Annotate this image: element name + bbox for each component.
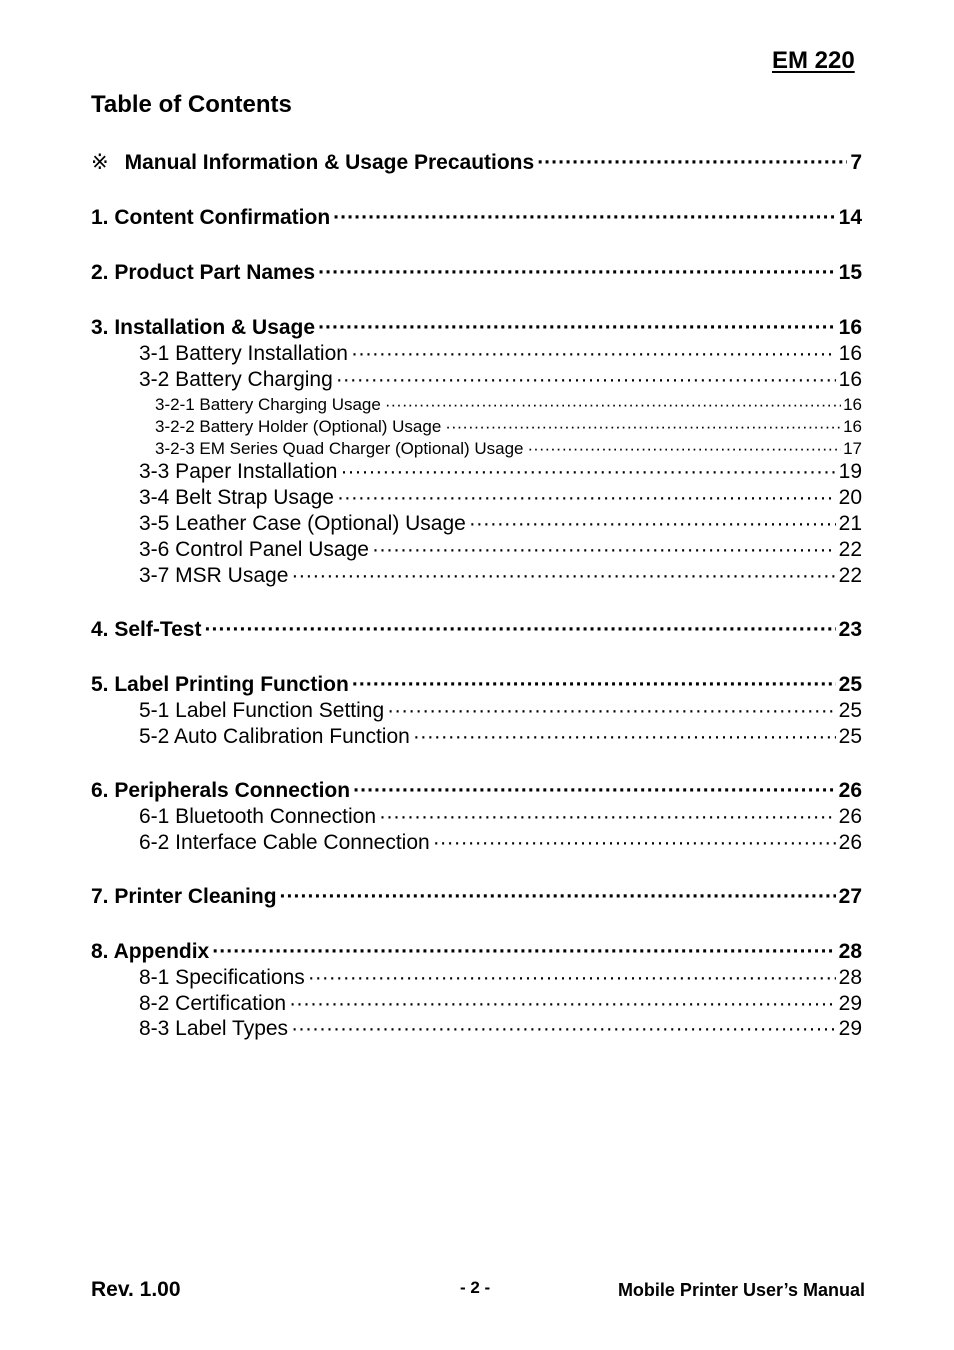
toc-entry-page: 29 (838, 992, 862, 1015)
dot-leader (204, 618, 835, 642)
toc-entry-page: 16 (838, 342, 862, 365)
toc-entry (91, 940, 862, 964)
toc-entry-page: 27 (838, 885, 862, 908)
toc-entry (139, 368, 862, 392)
toc-entry-text: 3-2-1 Battery Charging Usage (155, 395, 381, 414)
toc-entry-text: Manual Information & Usage Precautions (124, 151, 535, 174)
toc-entry-label (139, 486, 334, 510)
toc-entry-page: 16 (843, 417, 862, 436)
toc-entry (139, 512, 862, 536)
toc-entry-label (91, 885, 277, 909)
dot-leader (469, 512, 836, 536)
dot-leader (340, 460, 835, 484)
reference-mark-icon: ※ (91, 151, 109, 174)
toc-entry-text: 6-1 Bluetooth Connection (139, 805, 376, 828)
dot-leader (528, 439, 842, 459)
toc-entry (91, 150, 862, 175)
toc-entry-label (139, 699, 384, 723)
dot-leader (353, 779, 836, 803)
toc-entry (139, 966, 862, 990)
dot-leader (351, 342, 836, 366)
toc-entry-text: 5-2 Auto Calibration Function (139, 725, 410, 748)
page-title: Table of Contents (91, 91, 292, 118)
toc-entry-label (91, 673, 349, 697)
toc-entry-page: 28 (838, 940, 862, 963)
toc-entry-page: 25 (838, 673, 862, 696)
toc-entry-text: 8. Appendix (91, 940, 210, 963)
toc-entry-page: 17 (843, 439, 862, 458)
toc-entry-page: 23 (838, 618, 862, 641)
toc-entry-label (91, 206, 330, 230)
toc-entry-page: 20 (838, 486, 862, 509)
toc-entry-text: 3-2-3 EM Series Quad Charger (Optional) Usage (155, 439, 524, 458)
toc-entry-label (139, 966, 305, 990)
dot-leader (280, 885, 836, 909)
toc-entry (155, 439, 862, 459)
dot-leader (445, 417, 841, 437)
toc-entry-text: 6. Peripherals Connection (91, 779, 351, 802)
toc-entry-text: 8-1 Specifications (139, 966, 305, 989)
toc-entry-label (155, 395, 381, 415)
toc-entry (139, 831, 862, 855)
dot-leader (336, 368, 836, 392)
toc-entry-page: 21 (838, 512, 862, 535)
toc-entry-label (155, 439, 524, 459)
toc-entry-page: 15 (838, 261, 862, 284)
toc-entry (91, 779, 862, 803)
toc-entry-text: 5. Label Printing Function (91, 673, 349, 696)
dot-leader (289, 992, 836, 1016)
dot-leader (433, 831, 836, 855)
toc-entry-page: 25 (838, 725, 862, 748)
dot-leader (413, 725, 836, 749)
toc-entry-text: 3-1 Battery Installation (139, 342, 348, 365)
dot-leader (379, 805, 836, 829)
toc-entry (139, 342, 862, 366)
toc-entry-text: 3. Installation & Usage (91, 316, 316, 339)
toc-entry-label (139, 831, 430, 855)
toc-entry-page: 26 (838, 779, 862, 802)
toc-entry-page: 19 (838, 460, 862, 483)
manual-title: Mobile Printer User’s Manual (617, 1280, 865, 1300)
toc-entry-page: 16 (838, 368, 862, 391)
dot-leader (318, 261, 836, 285)
toc-entry (139, 538, 862, 562)
toc-entry-page: 29 (838, 1017, 862, 1040)
dot-leader (308, 966, 836, 990)
toc-entry-page: 28 (838, 966, 862, 989)
toc-entry (139, 486, 862, 510)
toc-entry-label (91, 150, 534, 175)
toc-entry-label (139, 512, 466, 536)
dot-leader (291, 564, 835, 588)
toc-entry-text: 4. Self-Test (91, 618, 202, 641)
toc-entry-text: 3-6 Control Panel Usage (139, 538, 369, 561)
toc-entry-label (91, 316, 315, 340)
page-number: - 2 - (460, 1278, 491, 1297)
dot-leader (372, 538, 836, 562)
toc-entry-text: 3-5 Leather Case (Optional) Usage (139, 512, 466, 535)
dot-leader (337, 486, 836, 510)
toc-entry-page: 7 (850, 151, 862, 174)
toc-entry-text: 6-2 Interface Cable Connection (139, 831, 430, 854)
toc-entry (91, 316, 862, 340)
toc-entry (155, 395, 862, 415)
dot-leader (385, 395, 841, 415)
model-name: EM 220 (772, 47, 855, 74)
toc-entry-page: 16 (843, 395, 862, 414)
toc-entry-text: 3-3 Paper Installation (139, 460, 338, 483)
toc-entry-label (139, 805, 376, 829)
toc-entry-text: 8-2 Certification (139, 992, 287, 1015)
dot-leader (387, 699, 835, 723)
toc-entry-text: 1. Content Confirmation (91, 206, 331, 229)
toc-entry-page: 16 (838, 316, 862, 339)
toc-entry-text: 3-2 Battery Charging (139, 368, 333, 391)
toc-entry (91, 673, 862, 697)
dot-leader (212, 940, 835, 964)
toc-entry-label (139, 1017, 288, 1041)
toc-entry (91, 206, 862, 230)
toc-entry-label (91, 940, 209, 964)
toc-entry-text: 5-1 Label Function Setting (139, 699, 385, 722)
toc-entry-text: 8-3 Label Types (139, 1017, 289, 1040)
revision-label: Rev. 1.00 (91, 1278, 181, 1301)
dot-leader (318, 316, 836, 340)
toc-entry-label (91, 779, 350, 803)
dot-leader (352, 673, 836, 697)
toc-entry (139, 564, 862, 588)
toc-entry-page: 26 (838, 805, 862, 828)
dot-leader (291, 1017, 836, 1041)
toc-entry (139, 699, 862, 723)
toc-entry-label (91, 261, 315, 285)
toc-entry (91, 618, 862, 642)
toc-entry (155, 417, 862, 437)
toc-entry-text: 7. Printer Cleaning (91, 885, 277, 908)
toc-entry-page: 26 (838, 831, 862, 854)
toc-entry-label (139, 342, 348, 366)
toc-entry-label (139, 368, 333, 392)
toc-entry-page: 22 (838, 564, 862, 587)
toc-entry-label (155, 417, 441, 437)
toc-entry-label (139, 538, 369, 562)
toc-entry (91, 885, 862, 909)
toc-entry (139, 460, 862, 484)
toc-entry-label (139, 725, 410, 749)
toc-entry-text: 3-4 Belt Strap Usage (139, 486, 334, 509)
dot-leader (333, 206, 835, 230)
toc-entry-text: 2. Product Part Names (91, 261, 316, 284)
toc-entry (139, 992, 862, 1016)
dot-leader (537, 151, 847, 175)
toc-entry-label (139, 992, 286, 1016)
toc-entry-page: 25 (838, 699, 862, 722)
toc-entry-text: 3-2-2 Battery Holder (Optional) Usage (155, 417, 442, 436)
toc-entry (139, 805, 862, 829)
toc-entry-page: 22 (838, 538, 862, 561)
toc-entry-text: 3-7 MSR Usage (139, 564, 289, 587)
toc-entry-label (139, 460, 337, 484)
toc-entry (139, 725, 862, 749)
toc-entry (91, 261, 862, 285)
toc-entry (139, 1017, 862, 1041)
toc-entry-label (139, 564, 288, 588)
toc-entry-label (91, 618, 201, 642)
toc-entry-page: 14 (838, 206, 862, 229)
